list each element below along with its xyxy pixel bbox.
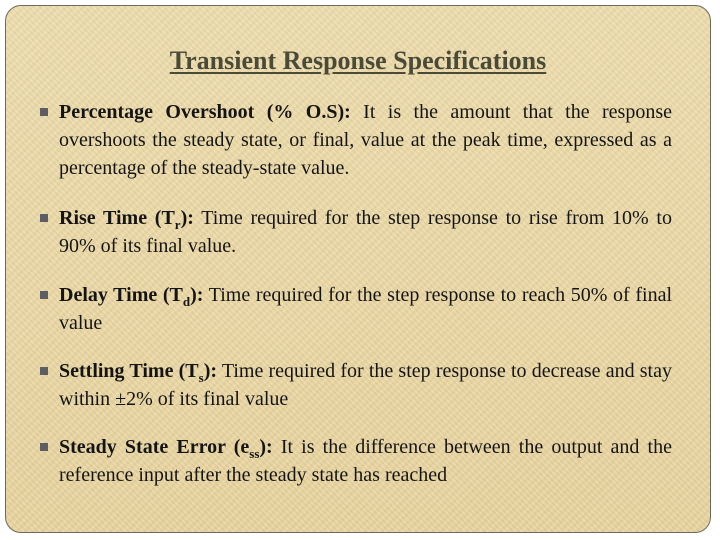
definition-text: Time required for the step response to rise from 10% to 90% of its final value. [59, 207, 672, 257]
bullet-steady-state-error [40, 433, 672, 489]
square-bullet-icon [40, 108, 48, 116]
term-label: Steady State Error $(e_{ss})$: [59, 436, 273, 461]
definition-text: Time required for the step response to decrease and stay within ±2% of its final value [59, 360, 672, 410]
term-subscript: r [174, 217, 181, 232]
term-label: Rise Time $(T_r)$: [59, 207, 194, 232]
square-bullet-icon [40, 291, 48, 299]
term-label: Delay Time $(T_d)$: [59, 284, 204, 309]
square-bullet-icon [40, 443, 48, 451]
bullet-percentage-overshoot [40, 98, 672, 182]
term-label: Percentage Overshoot (% O.S): [59, 101, 351, 123]
bullet-delay-time [40, 281, 672, 337]
square-bullet-icon [40, 367, 48, 375]
definition-text: It is the amount that the response overshoots the steady state, or final, value at the peak time, expressed as a percentage of the steady-state value. [59, 101, 672, 179]
bullet-rise-time [40, 204, 672, 260]
definition-text: Time required for the step response to reach 50% of final value [59, 284, 673, 334]
term-subscript: d [182, 294, 191, 309]
term-subscript: s [198, 370, 204, 385]
square-bullet-icon [40, 214, 48, 222]
bullet-settling-time [40, 357, 672, 413]
definition-text: It is the difference between the output and the reference input after the steady state has reached [59, 436, 672, 486]
slide [5, 5, 711, 533]
slide-title: Transient Response Specifications [169, 46, 547, 75]
term-subscript: ss [249, 446, 260, 461]
term-label: Settling Time $(T_s)$: [59, 360, 218, 385]
